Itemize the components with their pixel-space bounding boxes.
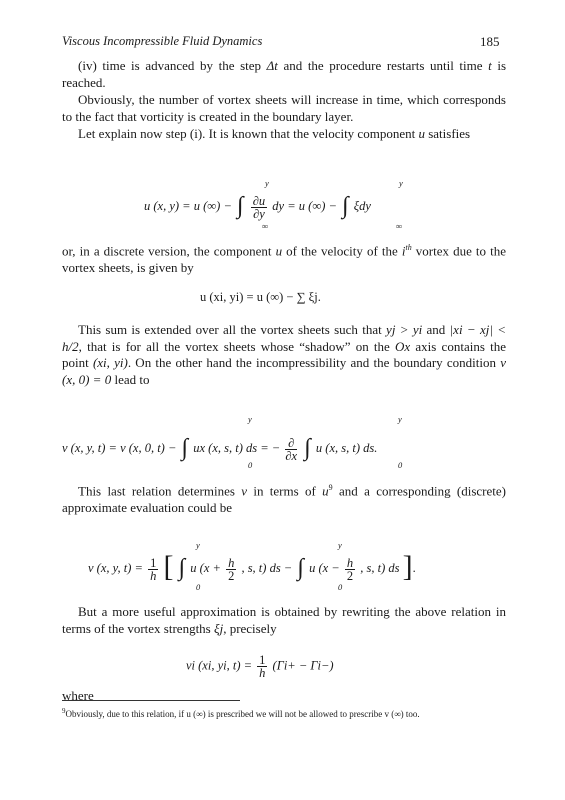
paragraph-step-iv: (iv) time is advanced by the step Δt and the procedure restarts until time t is reached.: [62, 58, 506, 90]
footnote-9: $^9$Obviously, due to this relation, if u (∞) is prescribed we will not be allowed to prescribe v (∞) too.: [62, 707, 420, 719]
paragraph-where: where: [62, 688, 94, 703]
running-header-title: Viscous Incompressible Fluid Dynamics: [62, 34, 263, 48]
equation-approximate-evaluation: v (x, y, t) = $\frac{1}{h}$ [ ∫ u (x + $\frac{h}{2}$ , s, t) ds − ∫ u (x − $\frac{h}{2}$ , s, t) ds ].: [88, 550, 416, 583]
paragraph-sum-extent: This sum is extended over all the vortex sheets such that yj > yi and |xi − xj| < h/2, that is for all the vortex sheets whose “shadow” on the Ox axis contains the point (xi, yi). On the other hand the incompressibility and the boundary condition v (x, 0) = 0 lead to: [62, 322, 507, 387]
paragraph-relation-determines: This last relation determines v in terms of $u^9$ and a corresponding (discrete) approximate evaluation could be: [62, 483, 506, 515]
paragraph-discrete-version: or, in a discrete version, the component u of the velocity of the $i^{th}$ vortex due to the vortex sheets, is given by: [62, 243, 506, 275]
equation-incompressibility: v (x, y, t) = v (x, 0, t) − ∫ ux (x, s, t) ds = − $\frac{\partial}{\partial x}$ ∫ u (x, s, t) ds.: [62, 435, 378, 463]
paragraph-step-i: Let explain now step (i). It is known that the velocity component u satisfies: [78, 126, 471, 141]
footnote-rule: [62, 700, 240, 701]
equation-velocity-integral: u (x, y) = u (∞) − ∫ $\frac{\partial u}{\partial y}$ dy = u (∞) − ∫ ξdy: [144, 193, 371, 221]
equation-discrete-sum: u (xi, yi) = u (∞) − ∑ ξj.: [200, 290, 321, 304]
book-page: Viscous Incompressible Fluid Dynamics 185 (iv) time is advanced by the step Δt and the procedure restarts until time t is reached. Obviously, the number of vortex sheets will increase in time, which corresponds to the fact that vorticity is created in the boundary layer. Let explain now step (i). It is known that the velocity component u satisfies u (x, y) = u (∞) − ∫ $\frac{\partial u}{\partial y}$ dy = u (∞) − ∫ ξdy y ∞ y ∞ or, in a discrete version, the component u of the velocity of the $i^{th}$ vortex due to the vortex sheets, is given by u (xi, yi) = u (∞) − ∑ ξj. This sum is extended over all the vortex sheets such that yj > yi and |xi − xj| < h/2, that is for all the vortex sheets whose “shadow” on the Ox axis contains the point (xi, yi). On the other hand the incompressibility and the boundary condition v (x, 0) = 0 lead to v (x, y, t) = v (x, 0, t) − ∫ ux (x, s, t) ds = − $\frac{\partial}{\partial x}$ ∫ u (x, s, t) ds. y 0 y 0 This last relation determines v in terms of $u^9$ and a corresponding (discrete) approximate evaluation could be v (x, y, t) = $\frac{1}{h}$ [ ∫ u (x + $\frac{h}{2}$ , s, t) ds − ∫ u (x − $\frac{h}{2}$ , s, t) ds ]. y 0 y 0 But a more useful approximation is obtained by rewriting the above relation in terms of the vortex strengths ξj, precisely vi (xi, yi, t) = $\frac{1}{h}$ (Γi+ − Γi−) where $^9$Obviously, due to this relation, if u (∞) is prescribed we will not be allowed to prescribe v (∞) too.: [62, 34, 507, 719]
paragraph-useful-approximation: But a more useful approximation is obtained by rewriting the above relation in terms of the vortex strengths ξj, precisely: [62, 604, 506, 636]
page-number: 185: [480, 34, 500, 49]
paragraph-vortex-sheets: Obviously, the number of vortex sheets will increase in time, which corresponds to the fact that vorticity is created in the boundary layer.: [62, 92, 506, 124]
equation-vortex-strengths: vi (xi, yi, t) = $\frac{1}{h}$ (Γi+ − Γi−): [186, 653, 334, 680]
